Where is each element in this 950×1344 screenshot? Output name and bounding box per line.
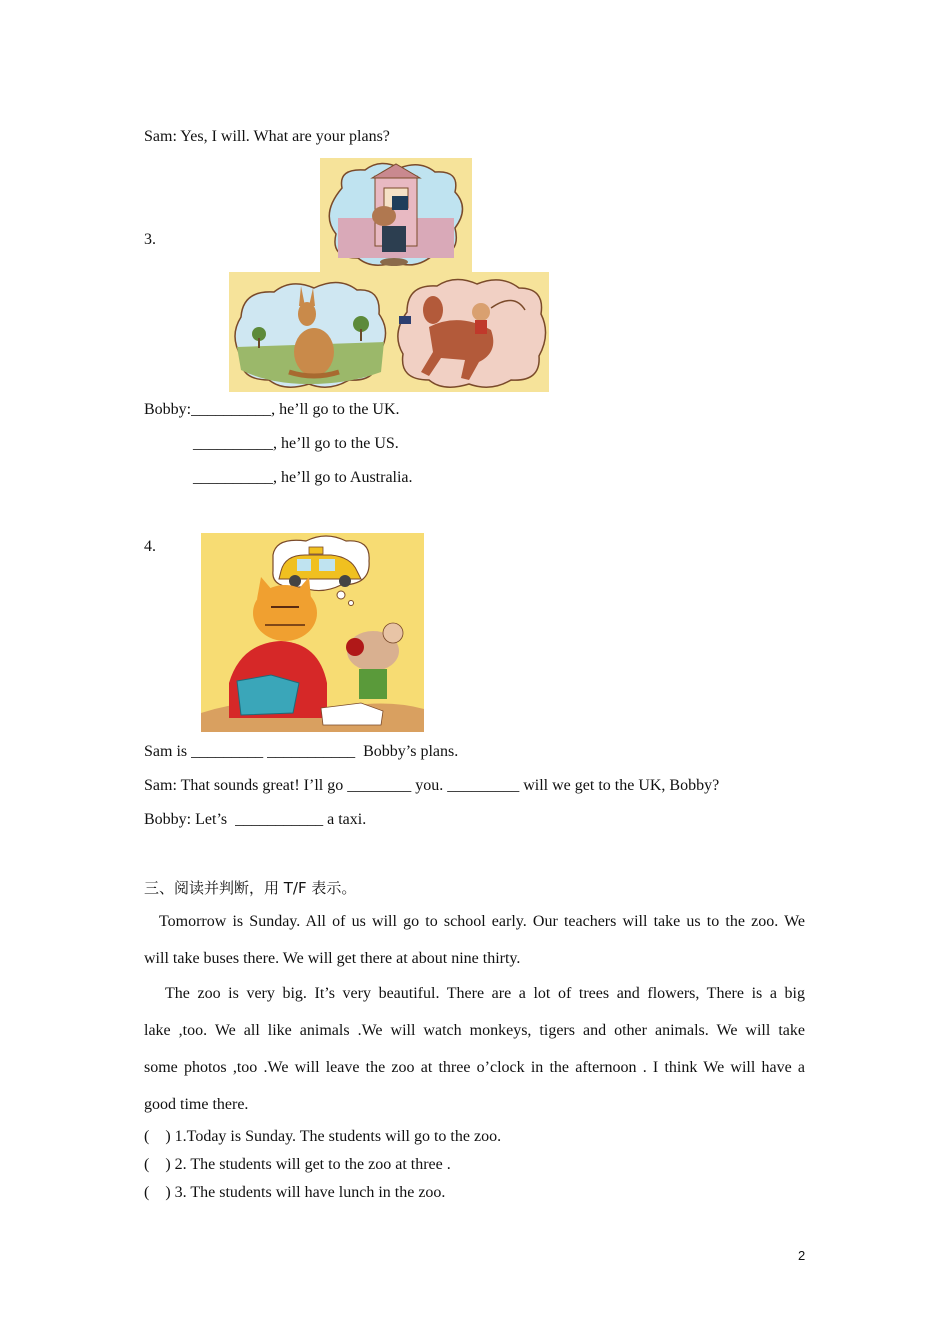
question-3-line-uk: Bobby:__________, he’ll go to the UK.: [144, 401, 400, 418]
question-4-line-sam-sounds: Sam: That sounds great! I’ll go ________ you. _________ will we get to the UK, Bobby?: [144, 777, 720, 794]
taxi-plan-picture: [201, 533, 424, 732]
reading-paragraph-2-line-1: The zoo is very big. It’s very beautiful. There are a lot of trees and flowers, There is a big: [165, 985, 805, 1002]
judge-item-3: ( ) 3. The students will have lunch in the zoo.: [144, 1184, 446, 1201]
page-number: 2: [798, 1248, 806, 1263]
question-3-number: 3.: [144, 231, 156, 248]
uk-picture: [320, 158, 472, 272]
dialogue-sam-yes: Sam: Yes, I will. What are your plans?: [144, 128, 390, 145]
uk-illustration: [320, 158, 472, 272]
australia-us-picture: [229, 272, 549, 392]
judge-item-1: ( ) 1.Today is Sunday. The students will go to the zoo.: [144, 1128, 502, 1145]
reading-paragraph-2-line-2: lake ,too. We all like animals .We will watch monkeys, tigers and other animals. We will take: [144, 1022, 805, 1039]
question-3-line-australia: __________, he’ll go to Australia.: [193, 469, 413, 486]
question-3-line-us: __________, he’ll go to the US.: [193, 435, 399, 452]
question-4-line-bobby-lets: Bobby: Let’s ___________ a taxi.: [144, 811, 367, 828]
reading-paragraph-2-line-3: some photos ,too .We will leave the zoo at three o’clock in the afternoon . I think We will have a: [144, 1059, 805, 1076]
reading-paragraph-1-line-2: will take buses there. We will get there at about nine thirty.: [144, 950, 521, 967]
australia-us-illustration: [229, 272, 549, 392]
reading-paragraph-2-line-4: good time there.: [144, 1096, 249, 1113]
taxi-plan-illustration: [201, 533, 424, 732]
section-3-heading: 三、阅读并判断，用 T/F 表示。: [144, 879, 357, 897]
reading-paragraph-1-line-1: Tomorrow is Sunday. All of us will go to school early. Our teachers will take us to the zoo. We: [159, 913, 805, 930]
question-4-line-sam-is: Sam is _________ ___________ Bobby’s plans.: [144, 743, 459, 760]
question-4-number: 4.: [144, 538, 156, 555]
judge-item-2: ( ) 2. The students will get to the zoo at three .: [144, 1156, 451, 1173]
